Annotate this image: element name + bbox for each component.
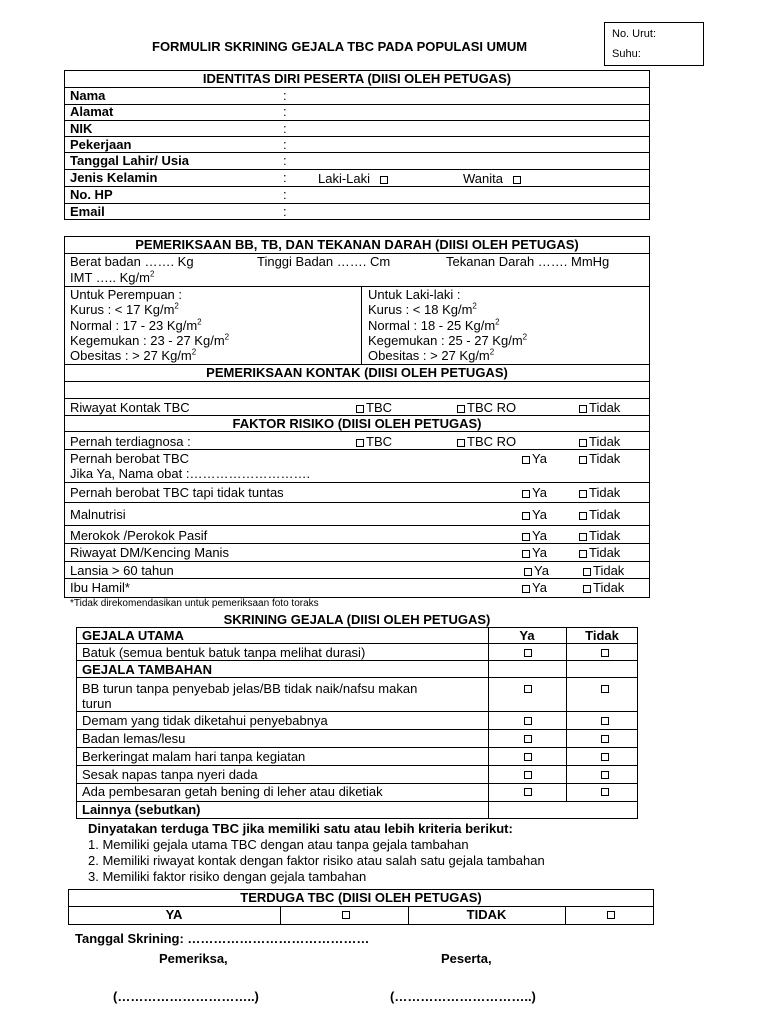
- checkbox-demam-ya[interactable]: [524, 717, 532, 725]
- perempuan-title: Untuk Perempuan :: [70, 287, 183, 302]
- identitas-heading: IDENTITAS DIRI PESERTA (DIISI OLEH PETUGAS): [202, 71, 512, 86]
- checkbox-sesak-tidak[interactable]: [601, 771, 609, 779]
- pemeriksaan-heading: PEMERIKSAAN BB, TB, DAN TEKANAN DARAH (DIISI OLEH PETUGAS): [135, 237, 579, 252]
- terdiagnosa-tbc: TBC: [354, 434, 392, 449]
- no-urut-label: No. Urut:: [612, 28, 657, 40]
- checkbox-terduga-ya[interactable]: [342, 911, 350, 919]
- terduga-heading: TERDUGA TBC (DIISI OLEH PETUGAS): [240, 890, 482, 905]
- gejala-batuk: Batuk (semua bentuk batuk tanpa melihat durasi): [82, 645, 366, 660]
- checkbox-terdiagnosa-tbc[interactable]: [356, 439, 364, 447]
- gejala-lemas: Badan lemas/lesu: [82, 731, 186, 746]
- colon: :: [283, 170, 287, 185]
- checkbox-terdiagnosa-tbc-ro[interactable]: [457, 439, 465, 447]
- gejala-lainnya: Lainnya (sebutkan): [82, 802, 201, 817]
- laki-kurus: Kurus : < 18 $Kg/m^2$: [368, 301, 477, 317]
- tekanan-darah: Tekanan Darah ……. MmHg: [446, 254, 610, 269]
- berobat-ya: Ya: [520, 451, 547, 466]
- checkbox-kontak-tbc-ro[interactable]: [457, 405, 465, 413]
- field-nama: Nama: [70, 88, 106, 103]
- perempuan-obesitas: Obesitas : > 27 $Kg/m^2$: [70, 347, 197, 363]
- colon: :: [283, 153, 287, 168]
- laki-obesitas: Obesitas : > 27 $Kg/m^2$: [368, 347, 495, 363]
- option-wanita: Wanita: [463, 171, 523, 186]
- malnutrisi-ya: Ya: [520, 507, 547, 522]
- colon: :: [283, 204, 287, 219]
- checkbox-dm-tidak[interactable]: [579, 550, 587, 558]
- checkbox-getah-ya[interactable]: [524, 788, 532, 796]
- gejala-tambahan-heading: GEJALA TAMBAHAN: [82, 662, 212, 677]
- malnutrisi-tidak: Tidak: [577, 507, 620, 522]
- laki-normal: Normal : 18 - 25 $Kg/m^2$: [368, 317, 500, 333]
- kriteria-2: 2. Memiliki riwayat kontak dengan faktor risiko atau salah satu gejala tambahan: [88, 853, 545, 868]
- checkbox-tidak-tuntas-ya[interactable]: [522, 490, 530, 498]
- checkbox-tidak-tuntas-tidak[interactable]: [579, 490, 587, 498]
- checkbox-getah-tidak[interactable]: [601, 788, 609, 796]
- colon: :: [283, 104, 287, 119]
- colon: :: [283, 187, 287, 202]
- gejala-sesak: Sesak napas tanpa nyeri dada: [82, 767, 258, 782]
- checkbox-malnutrisi-tidak[interactable]: [579, 512, 587, 520]
- checkbox-merokok-tidak[interactable]: [579, 533, 587, 541]
- checkbox-hamil-tidak[interactable]: [583, 585, 591, 593]
- signature-peserta: (…………………………..): [390, 989, 536, 1004]
- checkbox-kontak-tidak[interactable]: [579, 405, 587, 413]
- checkbox-terduga-tidak[interactable]: [607, 911, 615, 919]
- checkbox-berkeringat-ya[interactable]: [524, 753, 532, 761]
- kriteria-3: 3. Memiliki faktor risiko dengan gejala tambahan: [88, 869, 367, 884]
- checkbox-berkeringat-tidak[interactable]: [601, 753, 609, 761]
- checkbox-demam-tidak[interactable]: [601, 717, 609, 725]
- colon: :: [283, 121, 287, 136]
- terdiagnosa-tbc-ro: TBC RO: [455, 434, 516, 449]
- gejala-bb-turun-cont: turun: [82, 696, 112, 711]
- form-title: FORMULIR SKRINING GEJALA TBC PADA POPULASI UMUM: [152, 39, 528, 54]
- pernah-terdiagnosa: Pernah terdiagnosa :: [70, 434, 191, 449]
- identitas-table: [64, 70, 650, 220]
- lansia-ya: Ya: [522, 563, 549, 578]
- checkbox-batuk-ya[interactable]: [524, 649, 532, 657]
- checkbox-lemas-tidak[interactable]: [601, 735, 609, 743]
- checkbox-laki-laki[interactable]: [380, 176, 388, 184]
- suhu-label: Suhu:: [612, 48, 641, 60]
- gejala-bb-turun: BB turun tanpa penyebab jelas/BB tidak naik/nafsu makan: [82, 681, 418, 696]
- gejala-heading: SKRINING GEJALA (DIISI OLEH PETUGAS): [223, 612, 491, 627]
- faktor-heading: FAKTOR RISIKO (DIISI OLEH PETUGAS): [232, 416, 482, 431]
- berat-badan: Berat badan ……. Kg: [70, 254, 194, 269]
- ibu-hamil: Ibu Hamil*: [70, 580, 130, 595]
- kontak-heading: PEMERIKSAAN KONTAK (DIISI OLEH PETUGAS): [206, 365, 508, 380]
- kontak-option-tbc-ro: TBC RO: [455, 400, 516, 415]
- perempuan-kurus: Kurus : < 17 $Kg/m^2$: [70, 301, 179, 317]
- dm-ya: Ya: [520, 545, 547, 560]
- laki-title: Untuk Laki-laki :: [368, 287, 461, 302]
- perempuan-kegemukan: Kegemukan : 23 - 27 $Kg/m^2$: [70, 332, 230, 348]
- terdiagnosa-tidak: Tidak: [577, 434, 620, 449]
- lansia-tidak: Tidak: [581, 563, 624, 578]
- col-tidak: Tidak: [585, 628, 619, 643]
- checkbox-batuk-tidak[interactable]: [601, 649, 609, 657]
- perempuan-normal: Normal : 17 - 23 $Kg/m^2$: [70, 317, 202, 333]
- merokok-tidak: Tidak: [577, 528, 620, 543]
- checkbox-bb-tidak[interactable]: [601, 685, 609, 693]
- signature-pemeriksa: (…………………………..): [113, 989, 259, 1004]
- gejala-berkeringat: Berkeringat malam hari tanpa kegiatan: [82, 749, 306, 764]
- checkbox-hamil-ya[interactable]: [522, 585, 530, 593]
- checkbox-bb-ya[interactable]: [524, 685, 532, 693]
- field-no-hp: No. HP: [70, 187, 113, 202]
- riwayat-dm: Riwayat DM/Kencing Manis: [70, 545, 229, 560]
- gejala-demam: Demam yang tidak diketahui penyebabnya: [82, 713, 328, 728]
- checkbox-sesak-ya[interactable]: [524, 771, 532, 779]
- tidak-tuntas-ya: Ya: [520, 485, 547, 500]
- checkbox-berobat-tidak[interactable]: [579, 456, 587, 464]
- imt: IMT ….. $Kg/m^2$: [70, 269, 155, 285]
- nama-obat: Jika Ya, Nama obat :……………………….: [70, 466, 311, 481]
- checkbox-dm-ya[interactable]: [522, 550, 530, 558]
- kontak-option-tbc: TBC: [354, 400, 392, 415]
- tinggi-badan: Tinggi Badan ……. Cm: [257, 254, 391, 269]
- field-nik: NIK: [70, 121, 93, 136]
- malnutrisi: Malnutrisi: [70, 507, 126, 522]
- kriteria-1: 1. Memiliki gejala utama TBC dengan atau tanpa gejala tambahan: [88, 837, 469, 852]
- checkbox-merokok-ya[interactable]: [522, 533, 530, 541]
- gejala-getah-bening: Ada pembesaran getah bening di leher atau diketiak: [82, 784, 383, 799]
- footnote: *Tidak direkomendasikan untuk pemeriksaan foto toraks: [70, 598, 319, 609]
- checkbox-berobat-ya[interactable]: [522, 456, 530, 464]
- terduga-ya: YA: [165, 907, 183, 922]
- checkbox-terdiagnosa-tidak[interactable]: [579, 439, 587, 447]
- col-gejala-utama: GEJALA UTAMA: [82, 628, 184, 643]
- dm-tidak: Tidak: [577, 545, 620, 560]
- peserta-label: Peserta,: [441, 951, 492, 966]
- lansia: Lansia > 60 tahun: [70, 563, 174, 578]
- tidak-tuntas-tidak: Tidak: [577, 485, 620, 500]
- checkbox-lansia-tidak[interactable]: [583, 568, 591, 576]
- hamil-ya: Ya: [520, 580, 547, 595]
- hamil-tidak: Tidak: [581, 580, 624, 595]
- field-pekerjaan: Pekerjaan: [70, 137, 132, 152]
- colon: :: [283, 88, 287, 103]
- checkbox-lemas-ya[interactable]: [524, 735, 532, 743]
- tanggal-skrining: Tanggal Skrining: ……………………………………: [75, 931, 370, 946]
- field-alamat: Alamat: [70, 104, 114, 119]
- berobat-tidak: Tidak: [577, 451, 620, 466]
- merokok: Merokok /Perokok Pasif: [70, 528, 208, 543]
- laki-kegemukan: Kegemukan : 25 - 27 $Kg/m^2$: [368, 332, 528, 348]
- colon: :: [283, 137, 287, 152]
- field-tanggal-lahir: Tanggal Lahir/ Usia: [70, 153, 189, 168]
- tidak-tuntas: Pernah berobat TBC tapi tidak tuntas: [70, 485, 284, 500]
- pemeriksa-label: Pemeriksa,: [159, 951, 228, 966]
- field-email: Email: [70, 204, 105, 219]
- pernah-berobat: Pernah berobat TBC: [70, 451, 189, 466]
- checkbox-kontak-tbc[interactable]: [356, 405, 364, 413]
- checkbox-lansia-ya[interactable]: [524, 568, 532, 576]
- kontak-option-tidak: Tidak: [577, 400, 620, 415]
- option-laki-laki: Laki-Laki: [318, 171, 390, 186]
- terduga-tidak: TIDAK: [466, 907, 507, 922]
- col-ya: Ya: [519, 628, 535, 643]
- merokok-ya: Ya: [520, 528, 547, 543]
- checkbox-malnutrisi-ya[interactable]: [522, 512, 530, 520]
- field-jenis-kelamin: Jenis Kelamin: [70, 170, 158, 185]
- riwayat-kontak: Riwayat Kontak TBC: [70, 400, 190, 415]
- checkbox-wanita[interactable]: [513, 176, 521, 184]
- kriteria-heading: Dinyatakan terduga TBC jika memiliki satu atau lebih kriteria berikut:: [88, 821, 513, 836]
